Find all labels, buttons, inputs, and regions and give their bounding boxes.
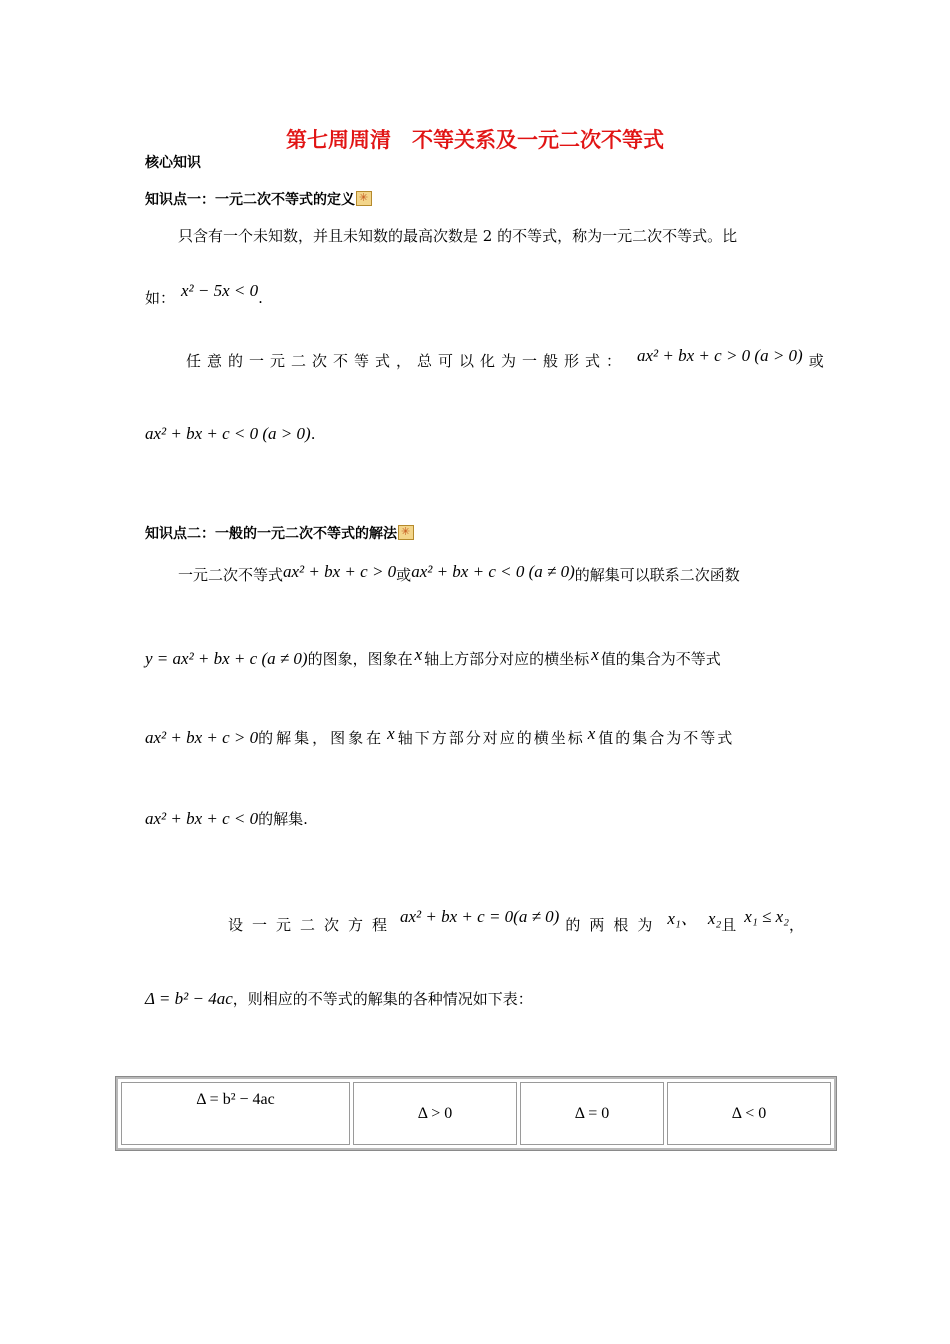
var-x: x xyxy=(587,724,596,743)
example-suffix: . xyxy=(258,289,263,307)
general-form-1: ax² + bx + c > 0 (a > 0) xyxy=(637,346,803,365)
line2-b: 轴上方部分对应的横坐标 xyxy=(424,650,590,668)
point2-heading xyxy=(145,523,414,543)
point2-heading-text: 知识点二：一般的一元二次不等式的解法 xyxy=(145,526,397,542)
general-lead: 任意的一元二次不等式，总可以化为一般形式： xyxy=(186,352,628,370)
line1-formula-2: ax² + bx + c < 0 (a ≠ 0) xyxy=(411,562,575,581)
discriminant-formula: Δ = b² − 4ac xyxy=(145,989,233,1008)
line1-or: 或 xyxy=(396,566,412,584)
or-word: 或 xyxy=(808,352,824,370)
general-form-2: ax² + bx + c < 0 (a > 0) xyxy=(145,424,311,443)
point2-line4 xyxy=(145,808,308,829)
line4-formula: ax² + bx + c < 0 xyxy=(145,809,259,828)
line5-end: ， xyxy=(789,916,805,934)
line1-formula-1: ax² + bx + c > 0 xyxy=(283,562,397,581)
root-x2: x₂ xyxy=(707,909,722,928)
line5-b: 的两根为 xyxy=(565,916,662,934)
point1-heading xyxy=(145,189,372,209)
var-x: x xyxy=(591,645,599,664)
line5-formula: ax² + bx + c = 0(a ≠ 0) xyxy=(400,907,560,926)
line2-formula: y = ax² + bx + c (a ≠ 0) xyxy=(145,649,308,668)
point2-line3 xyxy=(145,724,735,748)
section-heading: 核心知识 xyxy=(145,155,201,171)
table-cell-positive: Δ > 0 xyxy=(353,1082,517,1145)
var-x: x xyxy=(414,645,423,664)
note-icon[interactable] xyxy=(356,191,372,206)
line3-formula: ax² + bx + c > 0 xyxy=(145,728,259,747)
line2-c: 值的集合为不等式 xyxy=(600,650,721,668)
point2-line5 xyxy=(228,907,805,935)
general-form-line xyxy=(186,346,824,371)
root-x1: x₁、 xyxy=(667,909,698,928)
line3-c: 值的集合为不等式 xyxy=(598,729,735,747)
line3-a: 的解集，图象在 xyxy=(258,729,385,747)
line1-tail: 的解集可以联系二次函数 xyxy=(574,566,740,584)
point1-paragraph-b xyxy=(145,281,263,308)
table-cell-negative: Δ < 0 xyxy=(667,1082,831,1145)
table-cell-zero: Δ = 0 xyxy=(520,1082,664,1145)
table-cell-discriminant: Δ = b² − 4ac xyxy=(121,1082,350,1145)
line5-and: 且 xyxy=(721,916,737,934)
point2-line1 xyxy=(178,564,740,585)
line6-a: ，则相应的不等式的解集的各种情况如下表： xyxy=(232,990,533,1008)
discriminant-table xyxy=(116,1077,836,1150)
point1-paragraph-a: 只含有一个未知数，并且未知数的最高次数是 2 的不等式，称为一元二次不等式。比 xyxy=(178,227,738,245)
line2-a: 的图象，图象在 xyxy=(307,650,413,668)
note-icon[interactable] xyxy=(398,525,414,540)
line1-lead: 一元二次不等式 xyxy=(178,566,284,584)
point1-heading-text: 知识点一：一元二次不等式的定义 xyxy=(145,192,355,208)
general-end: . xyxy=(310,425,316,443)
example-formula: x² − 5x < 0 xyxy=(181,281,259,300)
line3-b: 轴下方部分对应的横坐标 xyxy=(397,729,585,747)
point2-line6 xyxy=(145,988,533,1009)
line4-a: 的解集. xyxy=(258,810,308,828)
page-title: 第七周周清 不等关系及一元二次不等式 xyxy=(286,128,664,152)
example-prefix: 如： xyxy=(145,289,176,307)
root-ordering: x₁ ≤ x₂ xyxy=(744,907,790,926)
point2-line2 xyxy=(145,645,721,669)
table-row xyxy=(121,1082,831,1145)
var-x: x xyxy=(387,724,395,743)
general-form-2-line xyxy=(145,424,315,444)
line5-a: 设一元二次方程 xyxy=(228,916,397,934)
